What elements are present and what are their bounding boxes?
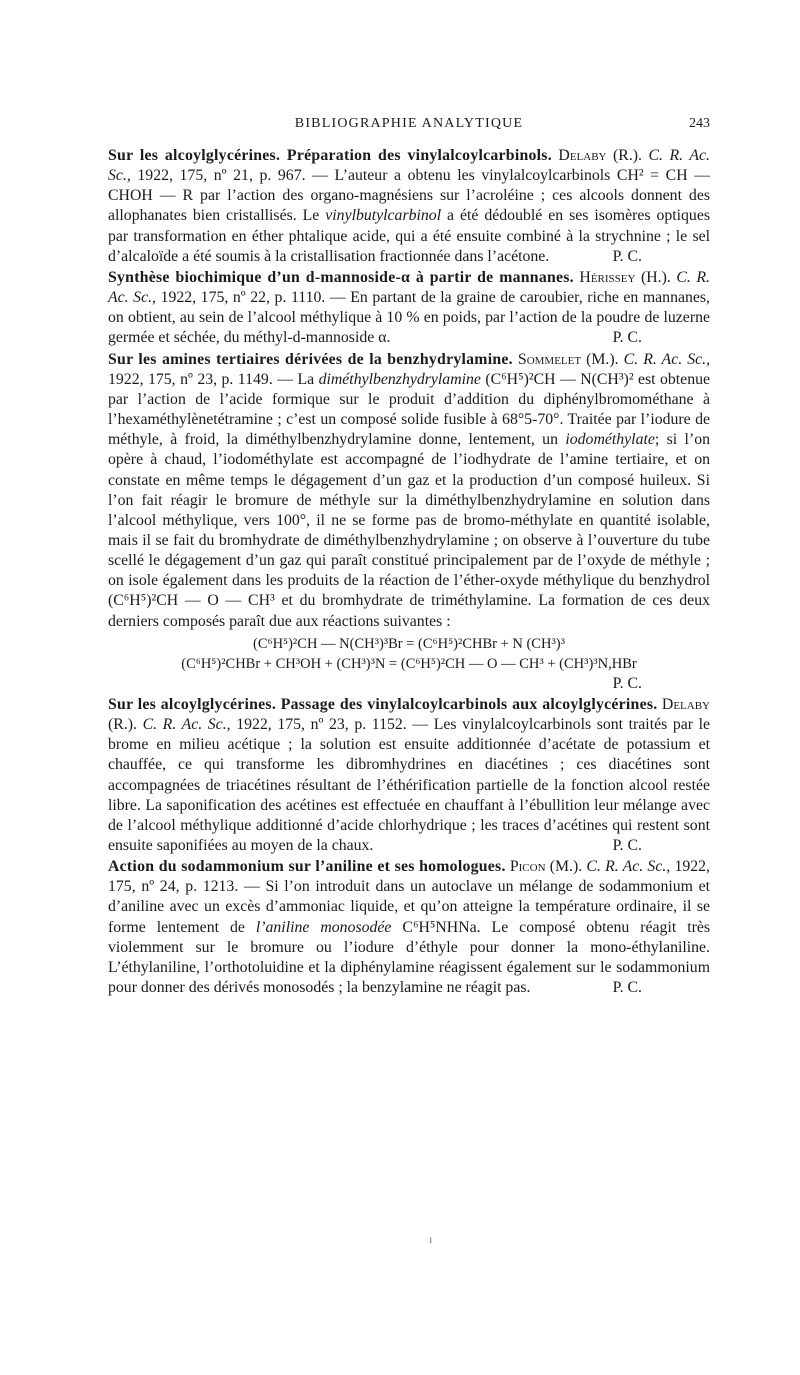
abstract-title: Action du sodammonium sur l’aniline et ses homologues. <box>108 858 506 876</box>
reaction-equation: (C⁶H⁵)²CHBr + CH³OH + (CH³)³N = (C⁶H⁵)²CH — O — CH³ + (CH³)³N,HBr <box>181 655 637 672</box>
abstract-body: L’auteur a obtenu les vinylalcoylcarbinols CH² = CH — CHOH — R par l’action des organo-magnésiens sur l’acroléine ; ces alcools donnent des allophanates bien cristallisés. Le <box>108 167 710 225</box>
abstract-body-italic: diméthylbenzhydrylamine <box>318 370 481 388</box>
page-header <box>108 116 710 140</box>
abstract-journal: C. R. Ac. Sc., <box>623 350 711 368</box>
abstract-body: C⁶H⁵NHNa. Le composé obtenu réagit très violemment sur le bromure ou l’iodure d’éthyle pour donner la mono-éthylaniline. L’éthylaniline, l’orthotoluidine et la diphénylamine réagissent également sur le sodammonium pour donner des dérivés monosodés ; la benzylamine ne réagit pas. <box>108 918 711 997</box>
abstract-signature: P. C. <box>612 674 642 692</box>
abstract-author: Hérissey (H.). <box>579 268 671 286</box>
abstract-signature: P. C. <box>612 329 642 347</box>
abstract-body: En partant de la graine de caroubier, riche en mannanes, on obtient, au sein de l’alcool méthylique à 10 % en poids, par l’action de la poudre de luzerne germée et séchée, du méthyl-d-mannoside α. <box>108 289 711 347</box>
abstract-journal: C. R. Ac. Sc., <box>142 716 231 734</box>
abstract-body: (C⁶H⁵)²CH — N(CH³)² est obtenue par l’action de l’acide formique sur le produit d’addition du diphénylbromométhane à l’hexaméthylènetétramine ; c’est un composé solide fusible à 68°5-70°. Traitée par l’iodure de méthyle, à froid, la diméthylbenzhydrylamine donne, lentement, un <box>108 370 711 449</box>
abstract-citation: 1922, 175, nº 23, p. 1149. — <box>108 370 294 388</box>
abstract-signature: P. C. <box>612 979 642 997</box>
abstract-author: Delaby (R.). <box>108 695 710 734</box>
abstract-author: Delaby (R.). <box>558 147 642 164</box>
abstract-entry <box>108 350 710 694</box>
running-title: BIBLIOGRAPHIE ANALYTIQUE <box>294 116 524 131</box>
abstract-entry <box>108 857 710 998</box>
abstract-body: La <box>297 370 315 388</box>
abstract-title: Synthèse biochimique d’un d-mannoside-α à partir de mannanes. <box>108 268 574 286</box>
abstract-body: ; si l’on opère à chaud, l’iodométhylate est accompagné de l’iodhydrate de l’amine tertiaire, et on constate en même temps le dégagement d’un gaz et la production d’un composé huileux. Si l’on fait réagir le bromure de méthyle sur la diméthylbenzhydrylamine en solution dans l’alcool méthylique, vers 100°, il ne se forme pas de bromo-méthylate en quantité isolable, mais il se fait du bromhydrate de diméthylbenzhydrylamine ; on observe à l’ouverture du tube scellé le dégagement d’un gaz qui paraît constitué principalement par de l’oxyde de méthyle ; on isole également dans les produits de la réaction de l’éther-oxyde méthylique du benzhydrol (C⁶H⁵)²CH — O — CH³ et du bromhydrate de triméthylamine. La formation de ces deux derniers composés paraît due aux réactions suivantes : <box>108 431 711 630</box>
signature-line <box>108 674 710 694</box>
abstract-entry <box>108 268 710 349</box>
abstract-body-italic: vinylbutylcarbinol <box>325 207 442 225</box>
abstract-body: Les vinylalcoylcarbinols sont traités par le brome en milieu acétique ; la solution est ensuite additionnée d’acétate de potassium et chauffée, ce qui transforme les dibromhydrines en diacétines ; ces diacétines sont accompagnées de triacétines résultant de l’éthérification partielle de la fonction alcool restée libre. La saponification des acétines est effectuée en chauffant à l’ébullition leur mélange avec de l’alcool méthylique additionné d’acide chlorhydrique ; les traces d’acétines qui restent sont ensuite saponifiées au moyen de la chaux. <box>108 716 711 854</box>
abstract-title: Sur les alcoylglycérines. Préparation des vinylalcoylcarbinols. <box>108 147 552 164</box>
abstract-body: Si l’on introduit dans un autoclave un mélange de sodammonium et d’aniline avec un excès d’ammoniac liquide, et qu’on atteigne la température ordinaire, il se forme lentement de <box>108 878 711 936</box>
abstracts-column <box>108 146 710 999</box>
abstract-body-italic: iodométhylate <box>565 431 655 449</box>
abstract-title: Sur les alcoylglycérines. Passage des vinylalcoylcarbinols aux alcoylglycérines. <box>108 695 658 713</box>
abstract-body: a été dédoublé en ses isomères optiques par transformation en éther phtalique acide, qui a été ensuite combiné à la strychnine ; le sel d’alcaloïde a été soumis à la cristallisation fractionnée dans l’acétone. <box>108 207 710 265</box>
abstract-journal: C. R. Ac. Sc., <box>108 147 710 185</box>
reaction-equations <box>108 634 710 674</box>
reaction-equation: (C⁶H⁵)²CH — N(CH³)³Br = (C⁶H⁵)²CHBr + N (CH³)³ <box>253 635 565 652</box>
abstract-citation: 1922, 175, nº 21, p. 967. — <box>137 167 328 185</box>
abstract-citation: 1922, 175, nº 23, p. 1152. — <box>236 716 429 734</box>
abstract-signature: P. C. <box>612 837 642 854</box>
abstract-body-italic: l’aniline monosodée <box>255 918 392 936</box>
page-number: 243 <box>689 116 710 131</box>
abstract-citation: 1922, 175, nº 24, p. 1213. — <box>108 858 710 896</box>
abstract-signature: P. C. <box>612 247 642 265</box>
abstract-entry <box>108 695 710 856</box>
abstract-author: Sommelet (M.). <box>517 350 619 368</box>
abstract-entry <box>108 146 710 267</box>
stray-print-mark: ı <box>429 1232 433 1246</box>
abstract-author: Picon (M.). <box>509 858 583 876</box>
abstract-journal: C. R. Ac. Sc., <box>586 858 671 876</box>
abstract-title: Sur les amines tertiaires dérivées de la benzhydrylamine. <box>108 350 513 368</box>
abstract-journal: C. R. Ac. Sc., <box>108 268 710 307</box>
abstract-citation: 1922, 175, nº 22, p. 1110. — <box>160 289 346 307</box>
